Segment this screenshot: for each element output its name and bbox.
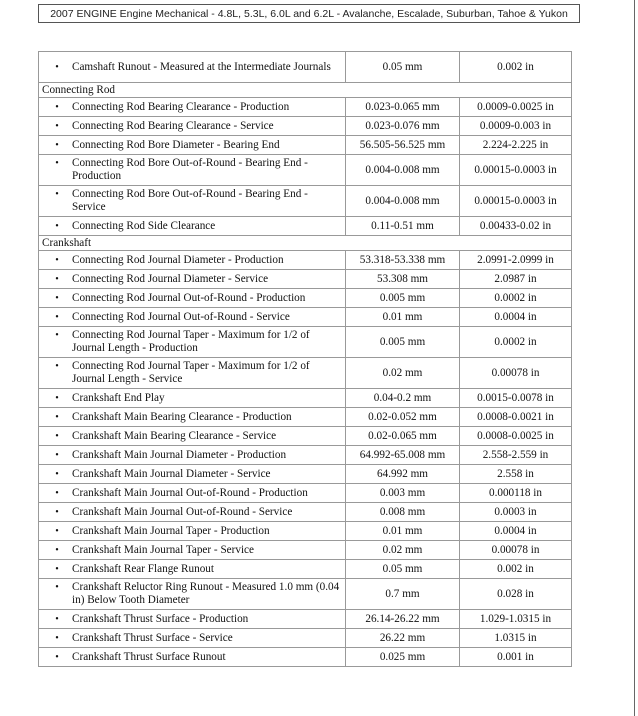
spec-row	[39, 522, 572, 541]
specifications-table-body	[39, 52, 572, 667]
metric-value: 0.025 mm	[346, 648, 460, 667]
spec-label: Connecting Rod Bearing Clearance - Production	[72, 100, 290, 113]
english-value: 0.00015-0.0003 in	[460, 155, 572, 186]
metric-value: 56.505-56.525 mm	[346, 136, 460, 155]
english-value: 0.001 in	[460, 648, 572, 667]
metric-value: 53.308 mm	[346, 270, 460, 289]
english-value: 0.0002 in	[460, 289, 572, 308]
english-value: 2.558 in	[460, 465, 572, 484]
spec-label-cell	[39, 484, 346, 503]
bullet-icon: •	[55, 330, 59, 341]
bullet-icon: •	[55, 61, 59, 73]
spec-label: Crankshaft Main Journal Taper - Production	[72, 524, 270, 537]
page-header	[38, 4, 580, 23]
bullet-icon: •	[55, 544, 59, 556]
metric-value: 0.02 mm	[346, 541, 460, 560]
metric-value: 0.05 mm	[346, 52, 460, 83]
metric-value: 0.7 mm	[346, 579, 460, 610]
english-value: 2.558-2.559 in	[460, 446, 572, 465]
spec-row	[39, 629, 572, 648]
spec-label-cell	[39, 446, 346, 465]
spec-label-cell	[39, 541, 346, 560]
spec-label-cell	[39, 270, 346, 289]
spec-row	[39, 358, 572, 389]
spec-label-cell	[39, 465, 346, 484]
bullet-icon: •	[55, 430, 59, 442]
spec-row	[39, 503, 572, 522]
bullet-icon: •	[55, 254, 59, 266]
spec-label: Crankshaft Main Journal Taper - Service	[72, 543, 254, 556]
spec-label: Connecting Rod Bore Out-of-Round - Bearing End - Service	[72, 188, 308, 213]
specifications-table	[38, 51, 572, 667]
spec-label: Crankshaft Main Journal Out-of-Round - Production	[72, 486, 308, 499]
spec-row	[39, 155, 572, 186]
bullet-icon: •	[55, 120, 59, 132]
metric-value: 64.992-65.008 mm	[346, 446, 460, 465]
english-value: 0.00078 in	[460, 541, 572, 560]
spec-row	[39, 308, 572, 327]
bullet-icon: •	[55, 613, 59, 625]
spec-row	[39, 446, 572, 465]
metric-value: 64.992 mm	[346, 465, 460, 484]
page-edge-line	[634, 0, 635, 716]
english-value: 1.0315 in	[460, 629, 572, 648]
english-value: 2.224-2.225 in	[460, 136, 572, 155]
spec-label: Crankshaft Thrust Surface - Production	[72, 612, 249, 625]
spec-label-cell	[39, 503, 346, 522]
english-value: 2.0987 in	[460, 270, 572, 289]
section-header-row	[39, 83, 572, 98]
spec-label: Crankshaft Main Bearing Clearance - Service	[72, 429, 277, 442]
spec-label-cell	[39, 579, 346, 610]
bullet-icon: •	[55, 139, 59, 151]
spec-label: Crankshaft Main Journal Diameter - Production	[72, 448, 287, 461]
spec-label-cell	[39, 217, 346, 236]
bullet-icon: •	[55, 361, 59, 372]
spec-row	[39, 648, 572, 667]
spec-row	[39, 186, 572, 217]
metric-value: 53.318-53.338 mm	[346, 251, 460, 270]
bullet-icon: •	[55, 449, 59, 461]
spec-label-cell	[39, 117, 346, 136]
metric-value: 0.023-0.076 mm	[346, 117, 460, 136]
bullet-icon: •	[55, 392, 59, 404]
english-value: 0.0004 in	[460, 308, 572, 327]
spec-row	[39, 408, 572, 427]
metric-value: 0.01 mm	[346, 308, 460, 327]
spec-row	[39, 251, 572, 270]
bullet-icon: •	[55, 506, 59, 518]
spec-row	[39, 217, 572, 236]
english-value: 0.00433-0.02 in	[460, 217, 572, 236]
spec-label-cell	[39, 427, 346, 446]
spec-row	[39, 389, 572, 408]
english-value: 0.000118 in	[460, 484, 572, 503]
spec-label-cell	[39, 358, 346, 389]
spec-label: Crankshaft Main Journal Diameter - Service	[72, 467, 271, 480]
metric-value: 0.02 mm	[346, 358, 460, 389]
section-header-row	[39, 236, 572, 251]
english-value: 0.0004 in	[460, 522, 572, 541]
english-value: 0.0009-0.0025 in	[460, 98, 572, 117]
spec-label-cell	[39, 98, 346, 117]
english-value: 0.00015-0.0003 in	[460, 186, 572, 217]
spec-row	[39, 579, 572, 610]
spec-label-cell	[39, 308, 346, 327]
spec-label: Connecting Rod Journal Out-of-Round - Production	[72, 291, 306, 304]
bullet-icon: •	[55, 411, 59, 423]
spec-label-cell	[39, 155, 346, 186]
english-value: 0.0008-0.0021 in	[460, 408, 572, 427]
spec-row	[39, 117, 572, 136]
spec-label-cell	[39, 327, 346, 358]
spec-label: Connecting Rod Bore Diameter - Bearing End	[72, 138, 280, 151]
metric-value: 0.05 mm	[346, 560, 460, 579]
bullet-icon: •	[55, 273, 59, 285]
spec-label-cell	[39, 560, 346, 579]
spec-label: Connecting Rod Bearing Clearance - Service	[72, 119, 274, 132]
metric-value: 26.14-26.22 mm	[346, 610, 460, 629]
spec-label-cell	[39, 136, 346, 155]
spec-row	[39, 610, 572, 629]
spec-label: Connecting Rod Journal Out-of-Round - Service	[72, 310, 290, 323]
spec-row	[39, 136, 572, 155]
spec-row	[39, 327, 572, 358]
spec-label: Crankshaft Main Bearing Clearance - Production	[72, 410, 292, 423]
english-value: 0.00078 in	[460, 358, 572, 389]
spec-row	[39, 541, 572, 560]
spec-label: Crankshaft Main Journal Out-of-Round - Service	[72, 505, 293, 518]
bullet-icon: •	[55, 563, 59, 575]
bullet-icon: •	[55, 189, 59, 200]
spec-label: Camshaft Runout - Measured at the Intermediate Journals	[72, 60, 331, 73]
spec-label: Connecting Rod Side Clearance	[72, 219, 216, 232]
bullet-icon: •	[55, 158, 59, 169]
spec-label-cell	[39, 52, 346, 83]
metric-value: 0.005 mm	[346, 289, 460, 308]
spec-row	[39, 484, 572, 503]
spec-label: Connecting Rod Journal Diameter - Production	[72, 253, 284, 266]
metric-value: 0.02-0.065 mm	[346, 427, 460, 446]
spec-label-cell	[39, 408, 346, 427]
spec-row	[39, 427, 572, 446]
spec-row	[39, 560, 572, 579]
english-value: 0.002 in	[460, 52, 572, 83]
spec-label-cell	[39, 251, 346, 270]
bullet-icon: •	[55, 311, 59, 323]
spec-row	[39, 270, 572, 289]
bullet-icon: •	[55, 101, 59, 113]
metric-value: 0.005 mm	[346, 327, 460, 358]
spec-row	[39, 465, 572, 484]
english-value: 0.0002 in	[460, 327, 572, 358]
english-value: 0.002 in	[460, 560, 572, 579]
spec-label-cell	[39, 648, 346, 667]
english-value: 0.0009-0.003 in	[460, 117, 572, 136]
spec-label: Crankshaft Thrust Surface Runout	[72, 650, 226, 663]
spec-label-cell	[39, 522, 346, 541]
bullet-icon: •	[55, 632, 59, 644]
bullet-icon: •	[55, 220, 59, 232]
bullet-icon: •	[55, 487, 59, 499]
spec-label-cell	[39, 610, 346, 629]
spec-label-cell	[39, 289, 346, 308]
metric-value: 0.008 mm	[346, 503, 460, 522]
bullet-icon: •	[55, 292, 59, 304]
english-value: 0.0003 in	[460, 503, 572, 522]
metric-value: 0.11-0.51 mm	[346, 217, 460, 236]
section-title: Connecting Rod	[39, 83, 572, 98]
spec-label: Crankshaft Rear Flange Runout	[72, 562, 214, 575]
spec-label: Crankshaft Thrust Surface - Service	[72, 631, 233, 644]
spec-label-cell	[39, 389, 346, 408]
spec-row	[39, 289, 572, 308]
spec-row	[39, 52, 572, 83]
metric-value: 0.01 mm	[346, 522, 460, 541]
metric-value: 0.004-0.008 mm	[346, 155, 460, 186]
english-value: 0.0008-0.0025 in	[460, 427, 572, 446]
bullet-icon: •	[55, 582, 59, 593]
spec-label: Connecting Rod Journal Taper - Maximum for 1/2 of Journal Length - Service	[72, 360, 310, 385]
spec-label-cell	[39, 186, 346, 217]
spec-row	[39, 98, 572, 117]
english-value: 1.029-1.0315 in	[460, 610, 572, 629]
metric-value: 0.004-0.008 mm	[346, 186, 460, 217]
section-title: Crankshaft	[39, 236, 572, 251]
spec-label: Connecting Rod Journal Diameter - Service	[72, 272, 269, 285]
english-value: 2.0991-2.0999 in	[460, 251, 572, 270]
metric-value: 0.023-0.065 mm	[346, 98, 460, 117]
english-value: 0.028 in	[460, 579, 572, 610]
metric-value: 0.04-0.2 mm	[346, 389, 460, 408]
metric-value: 0.02-0.052 mm	[346, 408, 460, 427]
header-title: 2007 ENGINE Engine Mechanical - 4.8L, 5.3L, 6.0L and 6.2L - Avalanche, Escalade, Suburban, Tahoe & Yukon	[50, 7, 568, 20]
metric-value: 26.22 mm	[346, 629, 460, 648]
bullet-icon: •	[55, 525, 59, 537]
spec-label: Crankshaft Reluctor Ring Runout - Measured 1.0 mm (0.04 in) Below Tooth Diameter	[72, 581, 340, 606]
bullet-icon: •	[55, 651, 59, 663]
metric-value: 0.003 mm	[346, 484, 460, 503]
spec-label-cell	[39, 629, 346, 648]
english-value: 0.0015-0.0078 in	[460, 389, 572, 408]
bullet-icon: •	[55, 468, 59, 480]
spec-label: Crankshaft End Play	[72, 391, 165, 404]
spec-label: Connecting Rod Bore Out-of-Round - Bearing End - Production	[72, 157, 308, 182]
spec-label: Connecting Rod Journal Taper - Maximum for 1/2 of Journal Length - Production	[72, 329, 310, 354]
